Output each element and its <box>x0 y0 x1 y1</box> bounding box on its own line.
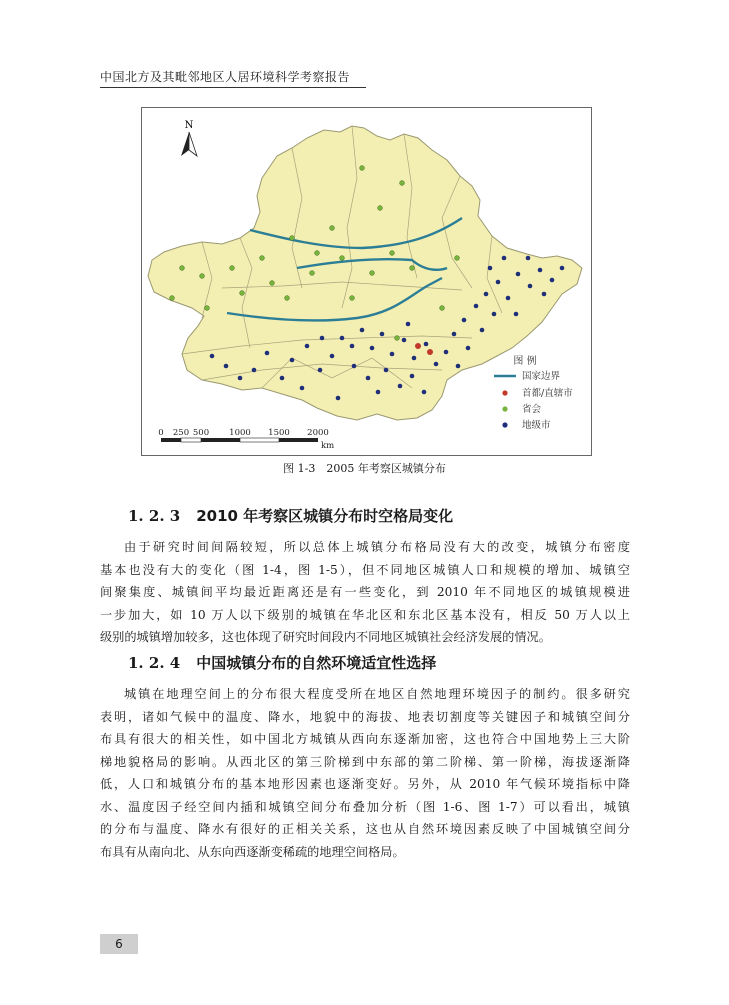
scale-bar <box>158 428 334 451</box>
legend-label-capital: 首都/直辖市 <box>522 388 573 399</box>
legend-label-border: 国家边界 <box>522 371 561 382</box>
paragraph-line: 基本也没有大的变化（图 1-4，图 1-5），但不同地区城镇人口和规模的增加、城镇空 <box>100 562 630 577</box>
paragraph-line: 水、温度因子经空间内插和城镇空间分布叠加分析（图 1-6、图 1-7）可以看出，城镇 <box>100 799 630 814</box>
scale-tick-1000: 1000 <box>229 428 251 438</box>
paragraph-line: 城镇在地理空间上的分布很大程度受所在地区自然地理环境因子的制约。很多研究 <box>124 687 630 701</box>
legend-label-provincial: 省会 <box>522 404 542 415</box>
map-canvas <box>142 108 591 455</box>
map-figure <box>141 107 592 456</box>
scale-unit: km <box>321 441 335 451</box>
paragraph-line: 布具有从南向北、从东向西逐渐变稀疏的地理空间格局。 <box>100 844 405 859</box>
scale-tick-1500: 1500 <box>268 428 290 438</box>
scale-tick-500: 500 <box>192 428 210 438</box>
paragraph-1-2-3 <box>100 536 630 649</box>
paragraph-line: 间聚集度、城镇间平均最近距离还是有一些变化，到 2010 年不同地区的城镇规模进 <box>100 585 630 599</box>
paragraph-line: 布具有很大的相关性，如中国北方城镇从西向东逐渐加密，这也符合中国地势上三大阶 <box>100 732 630 746</box>
legend-symbol-prefecture <box>502 422 507 427</box>
north-arrow <box>181 120 197 156</box>
paragraph-line: 低，人口和城镇分布的基本地形因素也逐渐变好。另外，从 2010 年气候环境指标中降 <box>100 777 630 791</box>
paragraph-line: 级别的城镇增加较多，这也体现了研究时间段内不同地区城镇社会经济发展的情况。 <box>100 630 551 644</box>
section-title: 中国城镇分布的自然环境适宜性选择 <box>196 654 437 672</box>
paragraph-line: 一步加大，如 10 万人以下级别的城镇在华北区和东北区基本没有，相反 50 万人以上 <box>100 607 630 622</box>
section-number: 1. 2. 4 <box>128 654 181 672</box>
section-heading-1-2-4 <box>128 652 436 673</box>
paragraph-line: 由于研究时间间隔较短，所以总体上城镇分布格局没有大的改变，城镇分布密度 <box>124 540 630 554</box>
legend-title: 图 例 <box>513 356 537 367</box>
scale-tick-0: 0 <box>158 428 164 438</box>
figure-caption: 图 1-3 2005 年考察区城镇分布 <box>283 462 446 475</box>
paragraph-line: 梯地貌格局的影响。从西北区的第三阶梯到中东部的第二阶梯、第一阶梯，海拔逐渐降 <box>100 754 630 769</box>
map-legend <box>494 354 573 431</box>
scale-tick-250: 250 <box>172 428 190 438</box>
legend-symbol-capital <box>502 390 507 395</box>
paragraph-line: 的分布与温度、降水有很好的正相关关系，这也从自然环境因素反映了中国城镇空间分 <box>100 822 630 836</box>
north-label: N <box>184 120 194 131</box>
section-number: 1. 2. 3 <box>128 507 181 525</box>
section-heading-1-2-3 <box>128 505 453 526</box>
scale-tick-2000: 2000 <box>307 428 329 438</box>
paragraph-1-2-4 <box>100 683 630 863</box>
section-title: 2010 年考察区城镇分布时空格局变化 <box>196 507 454 525</box>
page-number: 6 <box>100 934 138 954</box>
legend-label-prefecture: 地级市 <box>522 420 551 431</box>
running-header: 中国北方及其毗邻地区人居环境科学考察报告 <box>100 68 366 88</box>
paragraph-line: 表明，诸如气候中的温度、降水，地貌中的海拔、地表切割度等关键因子和城镇空间分 <box>100 709 630 724</box>
legend-symbol-provincial <box>502 406 507 411</box>
